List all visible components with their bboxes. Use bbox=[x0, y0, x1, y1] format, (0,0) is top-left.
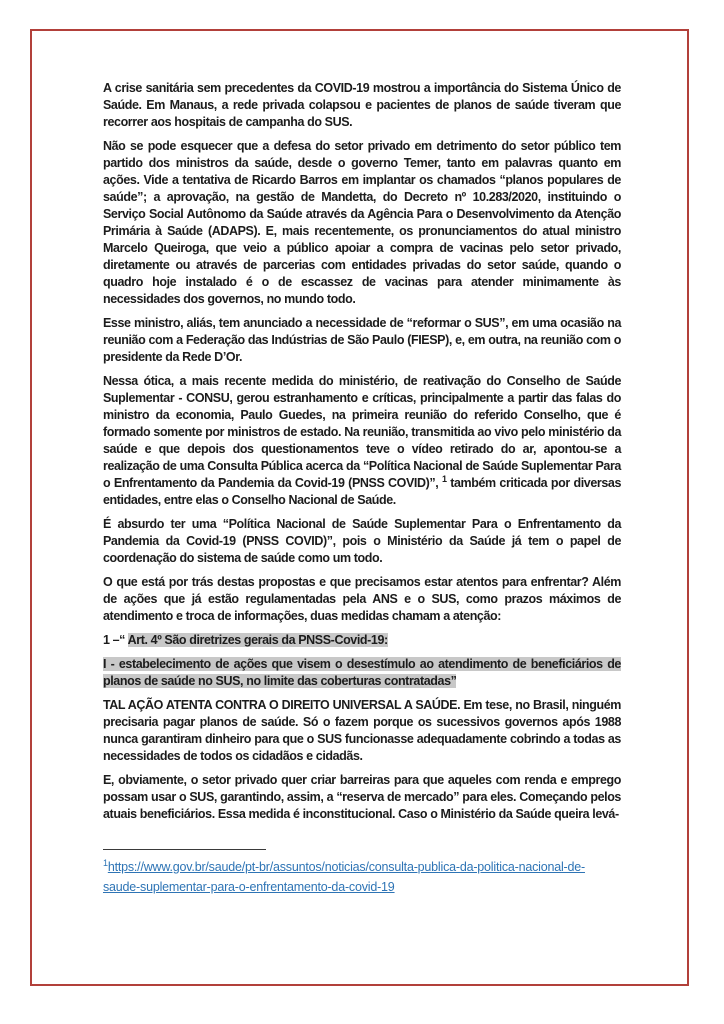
document-content bbox=[103, 80, 621, 897]
footnote-separator bbox=[103, 849, 266, 850]
text-run: 1 –“ bbox=[103, 633, 128, 647]
text-run: O que está por trás destas propostas e que precisamos estar atentos para enfrentar? Além de ações que já estão regulamentadas pela ANS e o SUS, como prazos máximos de atendimento e troca de informações, duas medidas chamam a atenção: bbox=[103, 575, 621, 623]
paragraph bbox=[103, 373, 621, 509]
footnote-marker: 1 bbox=[103, 857, 108, 868]
paragraph bbox=[103, 656, 621, 690]
text-run: E, obviamente, o setor privado quer criar barreiras para que aqueles com renda e emprego possam usar o SUS, garantindo, assim, a “reserva de mercado” para eles. Começando pelos atuais beneficiários. Essa medida é inconstitucional. Caso o Ministério da Saúde queira levá- bbox=[103, 773, 621, 821]
paragraph bbox=[103, 574, 621, 625]
paragraph bbox=[103, 516, 621, 567]
paragraph bbox=[103, 697, 621, 765]
footnote-reference: 1 bbox=[441, 473, 447, 484]
text-run: também criticada por diversas entidades, entre elas o Conselho Nacional de Saúde. bbox=[103, 476, 622, 507]
paragraph bbox=[103, 315, 621, 366]
text-run: É absurdo ter uma “Política Nacional de Saúde Suplementar Para o Enfrentamento da Pandemia da Covid-19 (PNSS COVID)”, pois o Ministério da Saúde já tem o papel de coordenação do sistema de saúde como um todo. bbox=[103, 517, 621, 565]
paragraph bbox=[103, 80, 621, 131]
text-run: A crise sanitária sem precedentes da COVID-19 mostrou a importância do Sistema Único de Saúde. Em Manaus, a rede privada colapsou e pacientes de planos de saúde tiveram que recorrer aos hospitais de campanha do SUS. bbox=[103, 81, 621, 129]
document-body bbox=[103, 80, 621, 823]
text-run: Nessa ótica, a mais recente medida do ministério, de reativação do Conselho de Saúde Suplementar - CONSU, gerou estranhamento e críticas, principalmente a partir das falas do ministro da economia, Paulo Guedes, na primeira reunião do referido Conselho, que é formado somente por ministros de estado. Na reunião, transmitida ao vivo pelo ministério da saúde e que depois dos questionamentos teve o vídeo retirado do ar, apontou-se a realização de uma Consulta Pública acerca da “Política Nacional de Saúde Suplementar Para o Enfrentamento da Pandemia da Covid-19 (PNSS COVID)”, bbox=[103, 374, 621, 490]
paragraph bbox=[103, 772, 621, 823]
text-run: TAL AÇÃO ATENTA CONTRA O DIREITO UNIVERSAL A SAÚDE. Em tese, no Brasil, ninguém precisaria pagar planos de saúde. Só o fazem porque os sucessivos governos após 1988 nunca garantiram dinheiro para que o SUS funcionasse adequadamente cobrindo a todas as necessidades de todos os cidadãos e cidadãs. bbox=[103, 698, 621, 763]
paragraph bbox=[103, 138, 621, 308]
highlighted-text: Art. 4º São diretrizes gerais da PNSS-Covid-19: bbox=[127, 633, 388, 647]
footnote bbox=[103, 849, 621, 897]
footnote-text bbox=[103, 857, 621, 897]
footnote-link[interactable]: https://www.gov.br/saude/pt-br/assuntos/noticias/consulta-publica-da-politica-nacional-de-saude-suplementar-para-o-enfrentamento-da-covid-19 bbox=[103, 860, 585, 894]
text-run: Esse ministro, aliás, tem anunciado a necessidade de “reformar o SUS”, em uma ocasião na reunião com a Federação das Indústrias de São Paulo (FIESP), e, em outra, na reunião com o presidente da Rede D’Or. bbox=[103, 316, 621, 364]
highlighted-text: I - estabelecimento de ações que visem o desestímulo ao atendimento de beneficiários de planos de saúde no SUS, no limite das coberturas contratadas” bbox=[103, 657, 621, 688]
text-run: Não se pode esquecer que a defesa do setor privado em detrimento do setor público tem partido dos ministros da saúde, desde o governo Temer, tanto em palavras quanto em ações. Vide a tentativa de Ricardo Barros em implantar os chamados “planos populares de saúde”; a aprovação, na gestão de Mandetta, do Decreto nº 10.283/2020, instituindo o Serviço Social Autônomo da Saúde através da Agência Para o Desenvolvimento da Atenção Primária à Saúde (ADAPS). E, mais recentemente, os pronunciamentos do atual ministro Marcelo Queiroga, que veio a público apoiar a compra de vacinas pelo setor privado, diretamente ou através de parcerias com entidades privadas do setor saúde, quando o quadro hoje instalado é o de escassez de vacinas para atender minimamente às necessidades dos governos, no mundo todo. bbox=[103, 139, 621, 306]
paragraph bbox=[103, 632, 621, 649]
